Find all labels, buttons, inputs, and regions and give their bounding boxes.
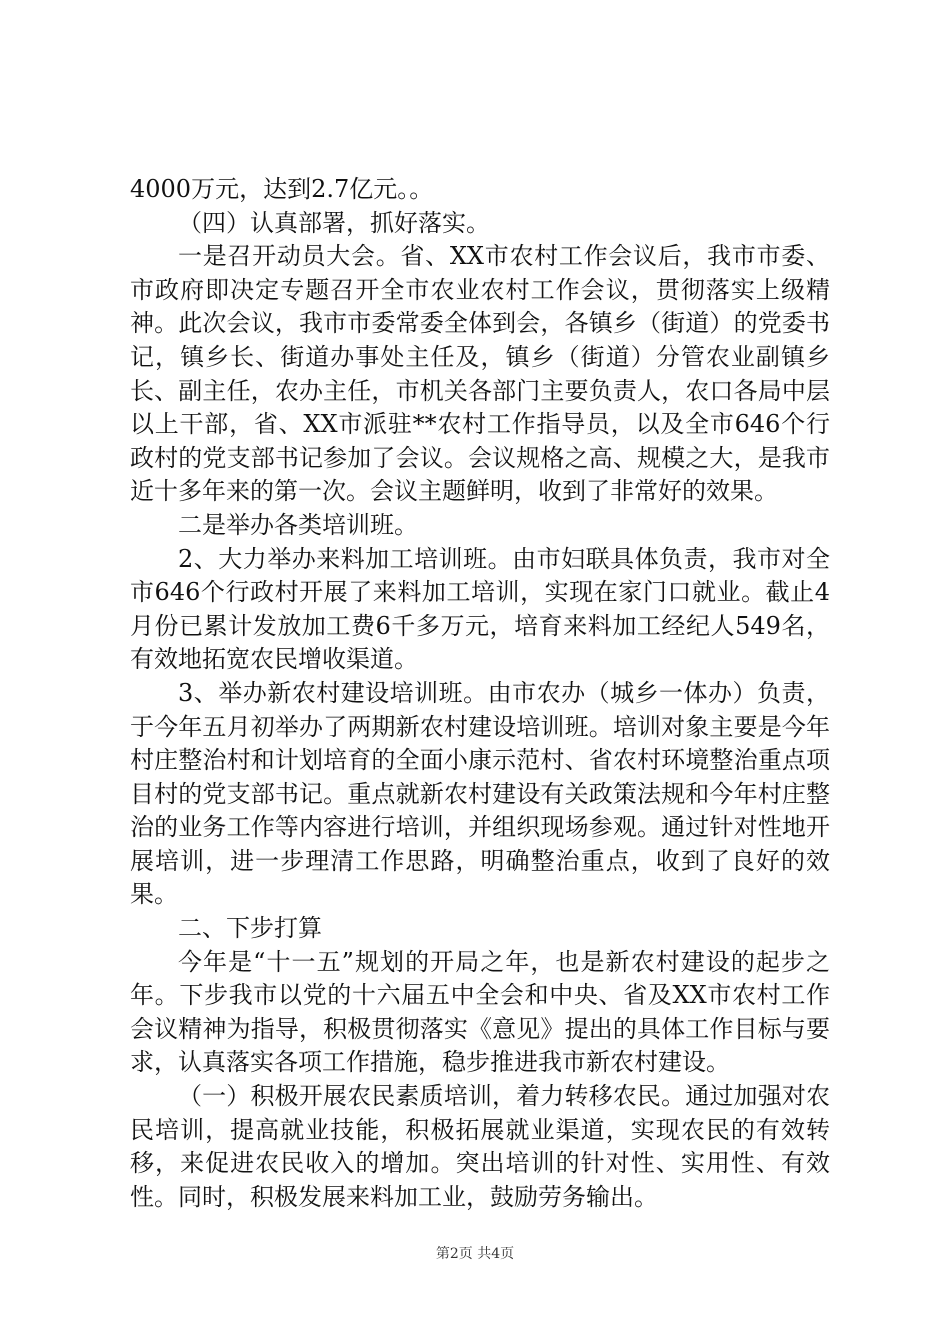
paragraph-2: （四）认真部署，抓好落实。 (178, 208, 490, 237)
paragraph-4: 二是举办各类培训班。 (178, 510, 418, 539)
paragraph-5: 2、大力举办来料加工培训班。由市妇联具体负责，我市对全市646个行政村开展了来料加工培训，实现在家门口就业。截止4月份已累计发放加工费6千多万元，培育来料加工经纪人549名，有效地拓宽农民增收渠道。 (130, 544, 830, 674)
paragraph-1: 4000万元，达到2.7亿元。。 (130, 175, 434, 203)
page-footer: 第2页 共4页 (435, 1246, 515, 1262)
paragraph-8: 今年是“十一五”规划的开局之年，也是新农村建设的起步之年。下步我市以党的十六届五中全会和中央、省及XX市农村工作会议精神为指导，积极贯彻落实《意见》提出的具体工作目标与要求，认真落实各项工作措施，稳步推进我市新农村建设。 (130, 947, 830, 1077)
paragraph-7: 二、下步打算 (178, 914, 322, 943)
document-body (130, 173, 830, 1214)
paragraph-9: （一）积极开展农民素质培训，着力转移农民。通过加强对农民培训，提高就业技能，积极拓展就业渠道，实现农民的有效转移，来促进农民收入的增加。突出培训的针对性、实用性、有效性。同时，积极发展来料加工业，鼓励劳务输出。 (130, 1082, 830, 1211)
paragraph-3: 一是召开动员大会。省、XX市农村工作会议后，我市市委、市政府即决定专题召开全市农业农村工作会议，贯彻落实上级精神。此次会议，我市市委常委全体到会，各镇乡（街道）的党委书记，镇乡长、街道办事处主任及，镇乡（街道）分管农业副镇乡长、副主任，农办主任，市机关各部门主要负责人，农口各局中层以上干部，省、XX市派驻**农村工作指导员，以及全市646个行政村的党支部书记参加了会议。会议规格之高、规模之大，是我市近十多年来的第一次。会议主题鲜明，收到了非常好的效果。 (130, 242, 830, 506)
paragraph-6: 3、举办新农村建设培训班。由市农办（城乡一体办）负责，于今年五月初举办了两期新农村建设培训班。培训对象主要是今年村庄整治村和计划培育的全面小康示范村、省农村环境整治重点项目村的党支部书记。重点就新农村建设有关政策法规和今年村庄整治的业务工作等内容进行培训，并组织现场参观。通过针对性地开展培训，进一步理清工作思路，明确整治重点，收到了良好的效果。 (130, 678, 830, 909)
